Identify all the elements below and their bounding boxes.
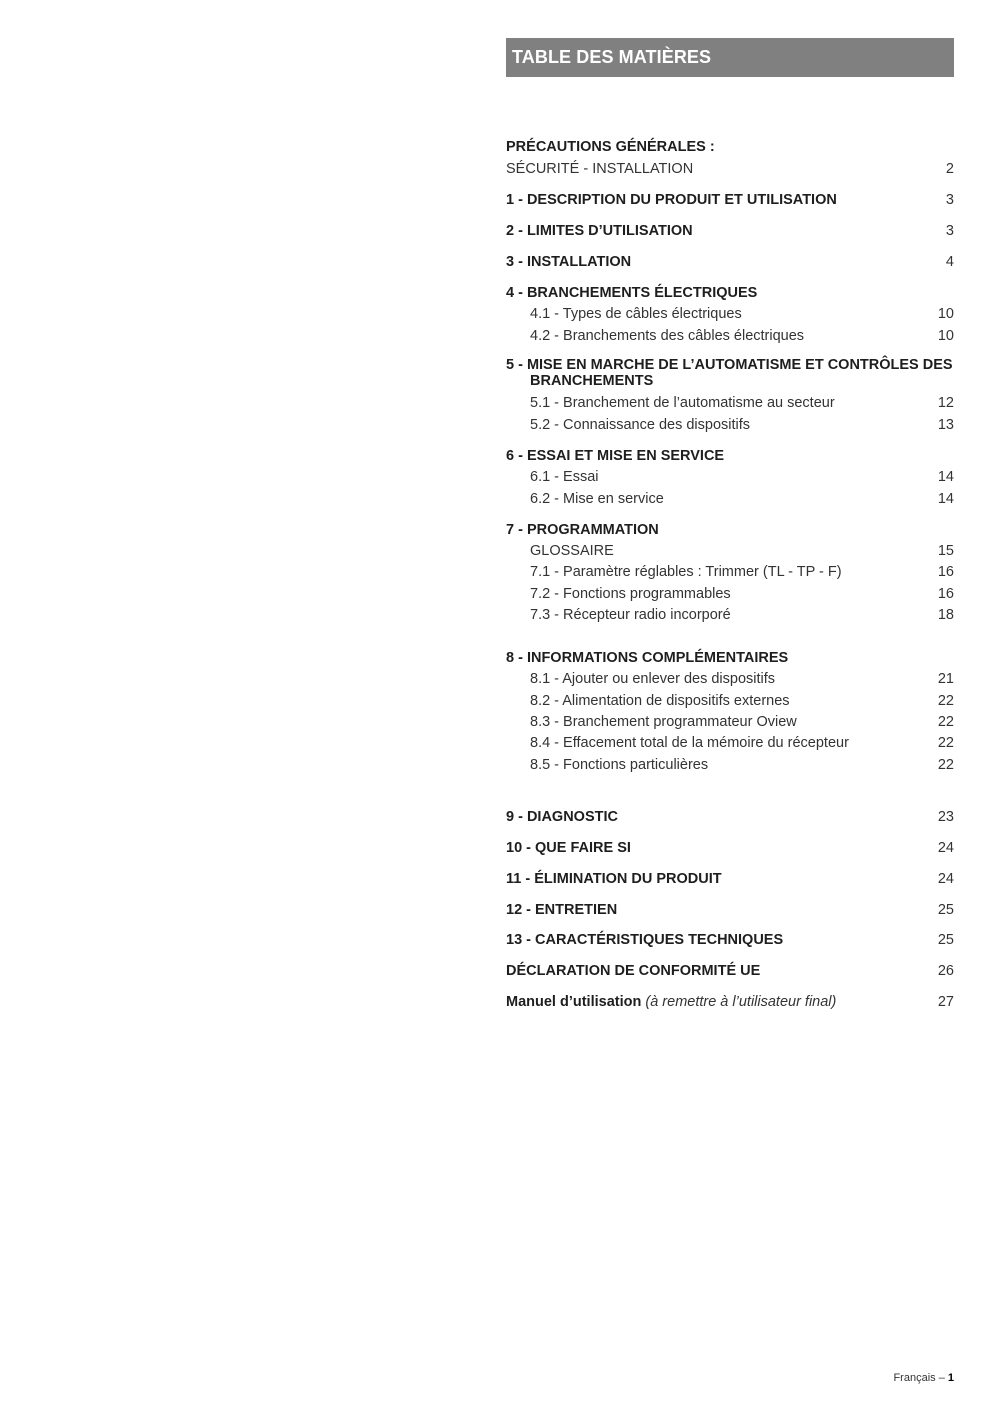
toc-entry-label: 6 - ESSAI ET MISE EN SERVICE [506,448,725,464]
toc-entry-section-13[interactable] [506,931,954,949]
toc-page-number: 2 [945,161,954,177]
toc-entry-section-11[interactable] [506,870,954,888]
toc-entry-label: 7 - PROGRAMMATION [506,522,659,538]
toc-entry-label: PRÉCAUTIONS GÉNÉRALES : [506,139,715,155]
toc-page-number: 26 [937,963,954,979]
toc-subentry[interactable] [506,756,954,774]
toc-entry-label: 5.2 - Connaissance des dispositifs [530,417,751,433]
toc-entry-section-9[interactable] [506,808,954,826]
toc-page-number: 22 [937,735,954,751]
table-of-contents [506,138,954,1011]
toc-subentry[interactable] [506,670,954,688]
toc-entry-label: 7.2 - Fonctions programmables [530,586,731,602]
toc-entry-label: 7.3 - Récepteur radio incorporé [530,607,731,623]
toc-entry-label: 8.4 - Effacement total de la mémoire du récepteur [530,735,849,751]
toc-entry-section-5[interactable] [506,357,954,389]
toc-page-number: 25 [937,932,954,948]
toc-entry-precautions-sub[interactable] [506,160,954,178]
toc-subentry[interactable] [506,563,954,581]
toc-subentry[interactable] [506,490,954,508]
toc-header-bar [506,38,954,77]
toc-entry-label: DÉCLARATION DE CONFORMITÉ UE [506,963,761,979]
toc-entry-label: 2 - LIMITES D’UTILISATION [506,223,693,239]
toc-entry-label: 4.2 - Branchements des câbles électriques [530,328,805,344]
toc-entry-label: 10 - QUE FAIRE SI [506,840,631,856]
toc-subentry[interactable] [506,606,954,624]
toc-entry-label: 5.1 - Branchement de l’automatisme au secteur [530,395,835,411]
toc-subentry[interactable] [506,416,954,434]
toc-entry-label: 1 - DESCRIPTION DU PRODUIT ET UTILISATION [506,192,837,208]
toc-entry-section-3[interactable] [506,253,954,271]
toc-entry-user-manual[interactable] [506,993,954,1011]
toc-page-number: 18 [937,607,954,623]
toc-subentry[interactable] [506,468,954,486]
toc-entry-label: 8.1 - Ajouter ou enlever des dispositifs [530,671,776,687]
toc-entry-section-7[interactable] [506,521,954,539]
toc-entry-section-4[interactable] [506,284,954,302]
toc-entry-section-1[interactable] [506,191,954,209]
toc-subentry[interactable] [506,734,954,752]
toc-entry-label: 13 - CARACTÉRISTIQUES TECHNIQUES [506,932,784,948]
toc-page-number: 12 [937,395,954,411]
toc-page-number: 3 [945,192,954,208]
toc-entry-section-6[interactable] [506,447,954,465]
toc-subentry[interactable] [506,692,954,710]
toc-entry-section-10[interactable] [506,839,954,857]
toc-entry-precautions[interactable] [506,138,954,156]
toc-subentry[interactable] [506,542,954,560]
toc-page-number: 21 [937,671,954,687]
toc-page-number: 13 [937,417,954,433]
toc-page-number: 22 [937,714,954,730]
toc-page-number: 24 [937,871,954,887]
toc-page-number: 3 [945,223,954,239]
toc-page-number: 22 [937,757,954,773]
toc-page-number: 15 [937,543,954,559]
toc-entry-label: 6.1 - Essai [530,469,599,485]
toc-entry-label: 8 - INFORMATIONS COMPLÉMENTAIRES [506,650,789,666]
page-footer [893,1372,954,1384]
toc-page-number: 16 [937,586,954,602]
toc-entry-note: (à remettre à l’utilisateur final) [645,994,837,1010]
toc-entry-section-8[interactable] [506,649,954,667]
toc-entry-section-12[interactable] [506,901,954,919]
toc-entry-label: GLOSSAIRE [530,543,614,559]
toc-page-number: 25 [937,902,954,918]
page-title: TABLE DES MATIÈRES [512,47,712,67]
toc-page-number: 23 [937,809,954,825]
toc-entry-label-group [506,993,938,1011]
toc-page-number: 22 [937,693,954,709]
toc-subentry[interactable] [506,585,954,603]
toc-entry-label: 8.5 - Fonctions particulières [530,757,709,773]
footer-page-number: 1 [947,1372,954,1384]
toc-subentry[interactable] [506,327,954,345]
toc-page-number: 24 [937,840,954,856]
toc-entry-declaration[interactable] [506,962,954,980]
toc-entry-label: 4 - BRANCHEMENTS ÉLECTRIQUES [506,285,758,301]
toc-entry-label: 8.3 - Branchement programmateur Oview [530,714,797,730]
toc-entry-section-2[interactable] [506,222,954,240]
toc-entry-label: SÉCURITÉ - INSTALLATION [506,161,694,177]
toc-entry-label: 9 - DIAGNOSTIC [506,809,618,825]
toc-entry-label: 3 - INSTALLATION [506,254,632,270]
toc-subentry[interactable] [506,713,954,731]
toc-entry-label: 12 - ENTRETIEN [506,902,618,918]
toc-entry-label: Manuel d’utilisation [506,994,642,1010]
toc-page-number: 10 [937,328,954,344]
toc-subentry[interactable] [506,305,954,323]
toc-page-number: 16 [937,564,954,580]
toc-subentry[interactable] [506,394,954,412]
footer-language: Français – [893,1372,945,1384]
toc-page-number: 27 [937,994,954,1010]
toc-page-number: 14 [937,469,954,485]
toc-entry-label: 6.2 - Mise en service [530,491,664,507]
toc-entry-label: 11 - ÉLIMINATION DU PRODUIT [506,871,722,887]
toc-entry-label: 7.1 - Paramètre réglables : Trimmer (TL - TP - F) [530,564,842,580]
toc-entry-label: 4.1 - Types de câbles électriques [530,306,742,322]
toc-page-number: 10 [937,306,954,322]
toc-entry-label: 8.2 - Alimentation de dispositifs externes [530,693,790,709]
toc-entry-label: 5 - MISE EN MARCHE DE L’AUTOMATISME ET CONTRÔLES DES BRANCHEMENTS [506,357,953,389]
toc-page-number: 4 [945,254,954,270]
toc-page-number: 14 [937,491,954,507]
